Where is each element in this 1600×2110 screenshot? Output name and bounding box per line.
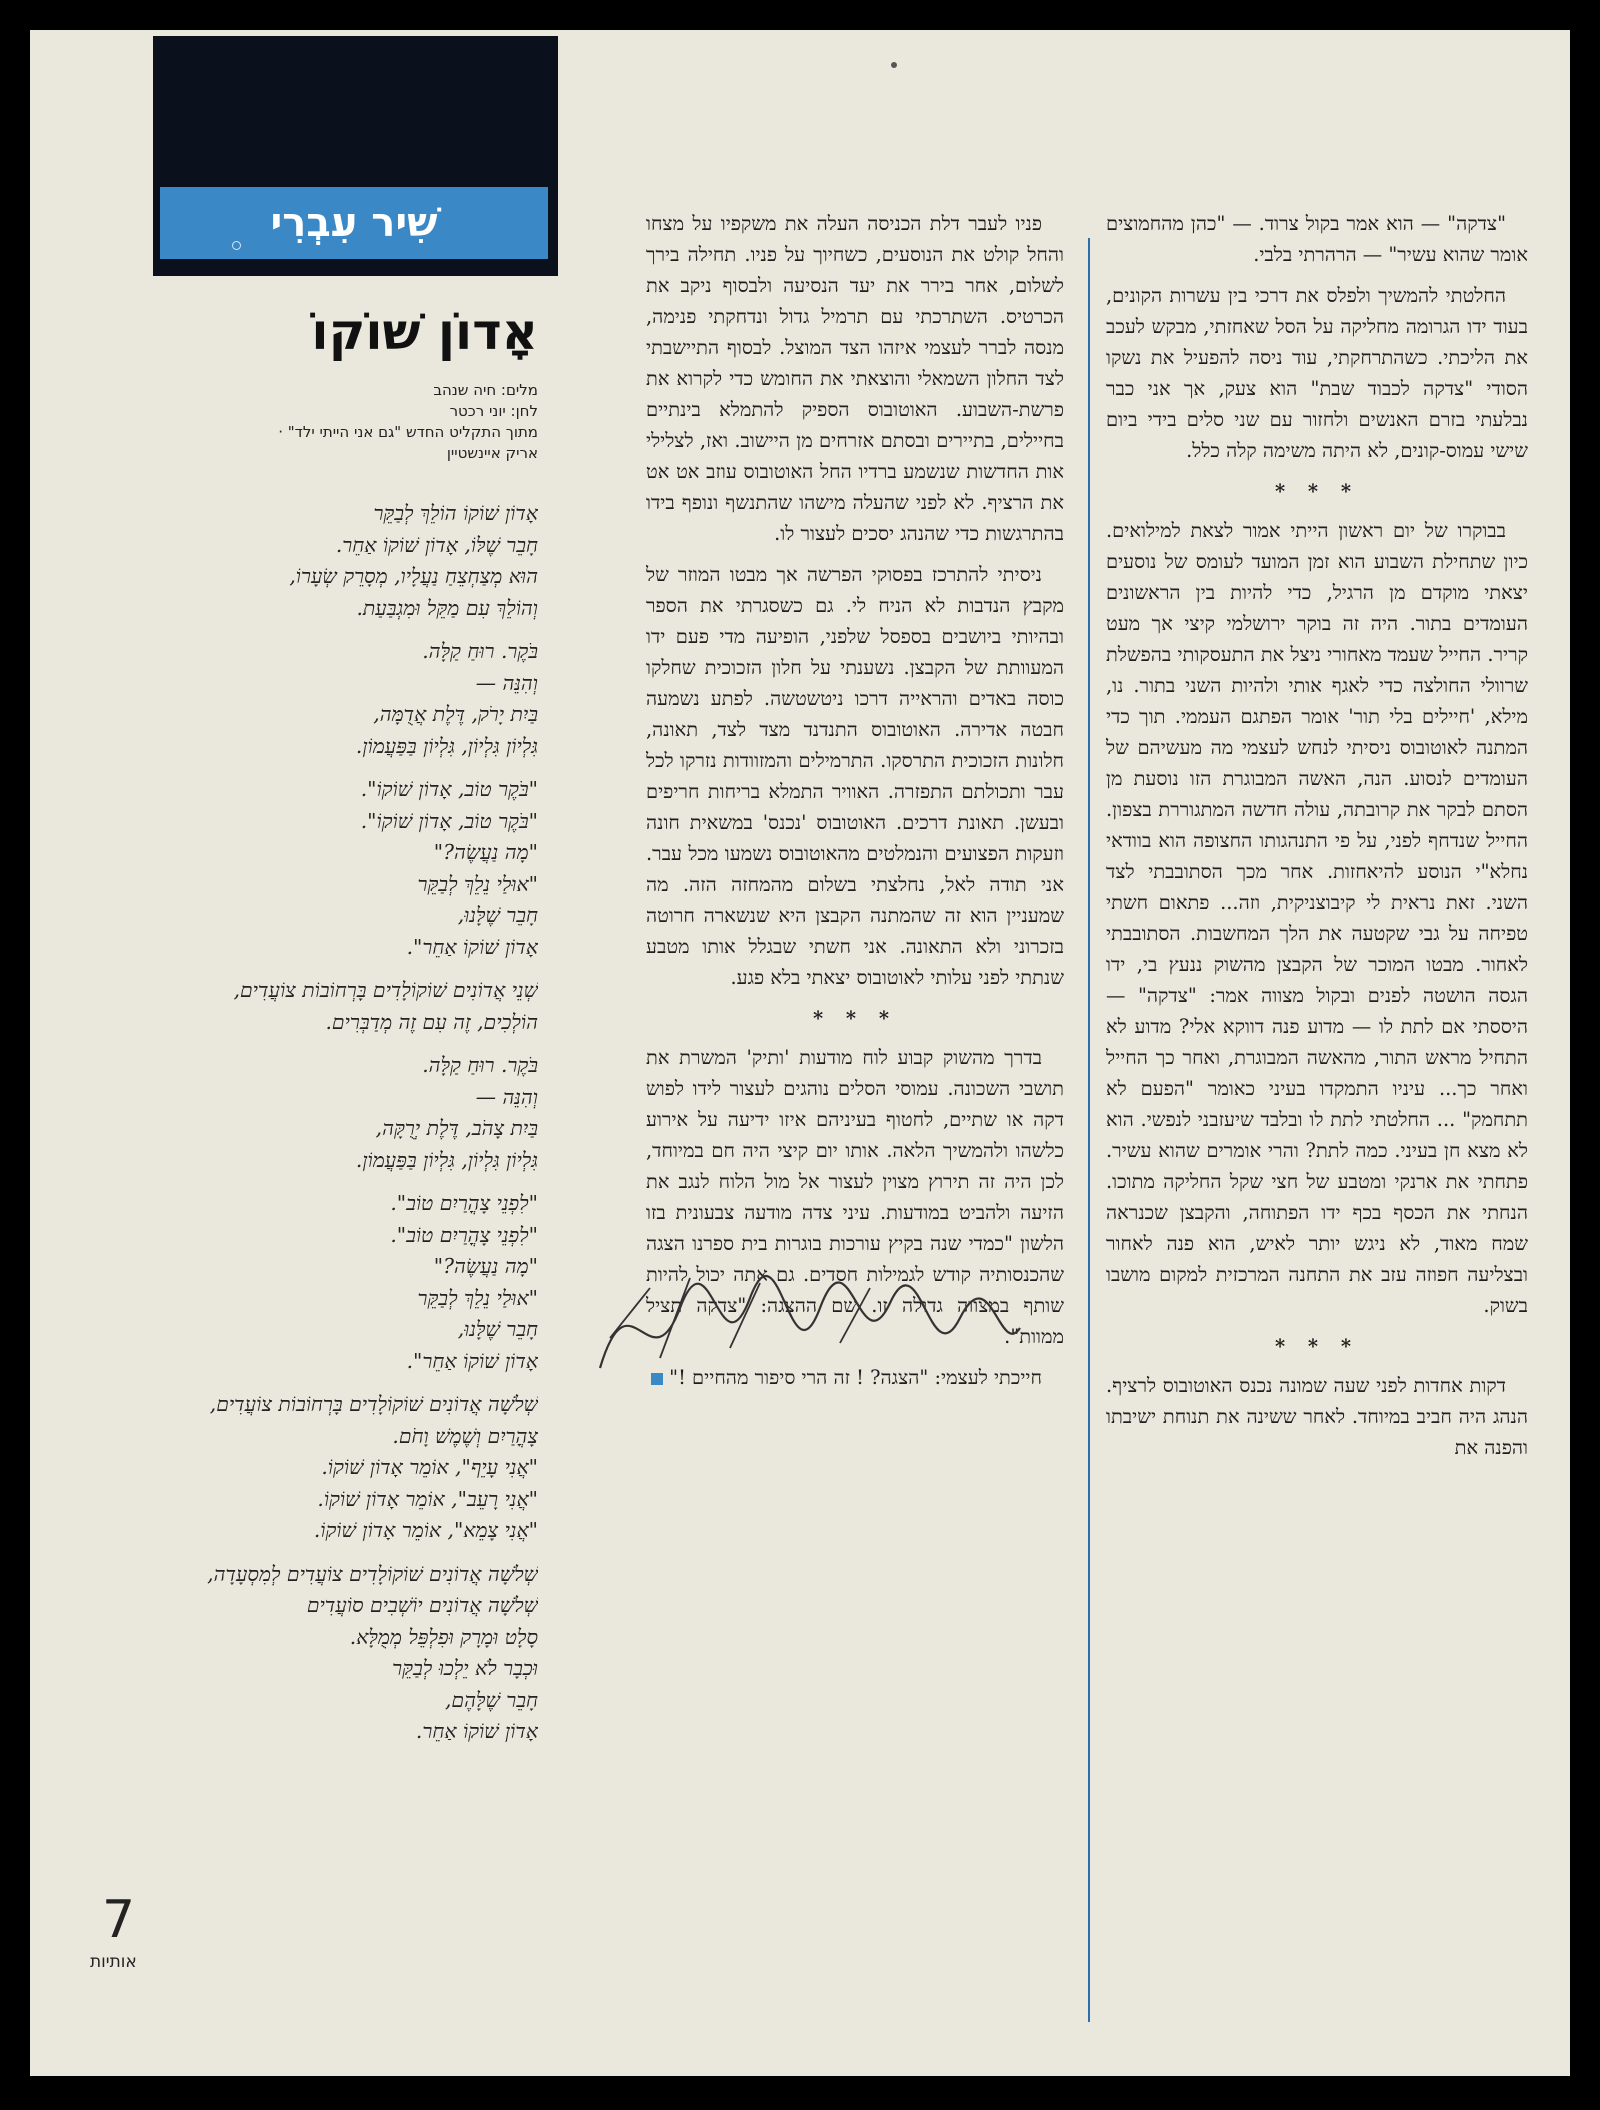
lyrics-line: גִּלְיוֹן גִּלְיוֹן, גִּלְיוֹן בַּפַּעֲמוֹן. xyxy=(355,1147,538,1172)
lyrics-line: וְהִנֵּה — xyxy=(475,1084,538,1109)
article-paragraph: "צדקה" — הוא אמר בקול צרוד. — "כהן מהחמוצים אומר שהוא עשיר" — הרהרתי בלבי. xyxy=(1106,212,1528,266)
lyrics-line: "מָה נַעֲשֶׂה?" xyxy=(433,840,538,864)
lyrics-line: "מָה נַעֲשֶׂה?" xyxy=(433,1254,538,1278)
lyrics-line: "בֹּקֶר טוֹב, אָדוֹן שׁוֹקוֹ". xyxy=(360,777,538,801)
lyrics-line: חָבֵר שֶׁלָּנוּ, xyxy=(457,1317,538,1341)
end-mark-icon xyxy=(651,1373,663,1385)
article-column-middle xyxy=(646,208,1064,2000)
lyrics-line: אָדוֹן שׁוֹקוֹ אַחֵר". xyxy=(406,1348,538,1373)
lyrics-line: הוֹלְכִים, זֶה עִם זֶה מְדַבְּרִים. xyxy=(325,1009,538,1034)
lyrics-line: אָדוֹן שׁוֹקוֹ אַחֵר. xyxy=(415,1719,538,1743)
section-header-strip xyxy=(160,187,548,259)
lyrics-line: חָבֵר שֶׁלָּהֶם, xyxy=(444,1687,538,1712)
lyrics-stanza xyxy=(38,975,538,1038)
article-paragraph: חייכתי לעצמי: "הצגה? ! זה הרי סיפור מהחיים !" xyxy=(646,1362,1064,1393)
lyrics-line: וְהִנֵּה — xyxy=(475,670,538,695)
article-paragraph: בדרך מהשוק קבוע לוח מודעות 'ותיק' המשרת את תושבי השכונה. עמוסי הסלים נוהגים לעצור לידו לפוש דקה או שתיים, לחטוף בעיניהם איזו ידיעה על אירוע כלשהו ולהמשיך הלאה. אותו יום קיצי היה חם במיוחד, לכן היה זה תירוץ מצוין לעצור אל מול הלוח לנגב את הזיעה ולהביט במודעות. עיני צדה מודעה צבעונית בזו הלשון "כמדי שנה בקיץ עורכות בוגרות בית ספרנו הצגה שהכנסותיה קודש לגמילות חסדים. גם אתה יכול להיות שותף במצווה גדולה זו. שם ההצגה: "צדקה תציל ממוות". xyxy=(646,1046,1064,1348)
lyrics-line: חָבֵר שֶׁלּוֹ, אָדוֹן שׁוֹקוֹ אַחֵר. xyxy=(335,532,538,557)
lyrics-line: שְׁלֹשָׁה אֲדוֹנִים יוֹשְׁבִים סוֹעֲדִים xyxy=(306,1593,538,1617)
article-paragraph: פניו לעבר דלת הכניסה העלה את משקפיו על מצחו והחל קולט את הנוסעים, כשחיוך על פניו. תחילה בירך לשלום, אחר בירר את יעד הנסיעה ולבסוף ניקב את הכרטיס. השתרכתי עם תרמיל גדול ונדחקתי פנימה, מנסה לברר לעצמי איזהו הצד המוצל. לבסוף התיישבתי לצד החלון השמאלי והוצאתי את החומש כדי לקרוא את פרשת-השבוע. האוטובוס הספיק להתמלא בינתיים בחיילים, בתיירים ובסתם אזרחים מן היישוב. ואז, לצלילי אות החדשות שנשמע ברדיו החל האוטובוס עוזב אט אט את הרציף. לא לפני שהעלה מישהו שהתנשף ונופף בידו בהתרגשות כדי שהנהג יסכים לעצור לו. xyxy=(646,212,1064,545)
lyrics-line: שְׁלֹשָׁה אֲדוֹנִים שׁוֹקוֹלָדִים בָּרְחוֹבוֹת צוֹעֲדִים, xyxy=(209,1392,538,1416)
article-paragraph: ניסיתי להתרכז בפסוקי הפרשה אך מבטו המוזר של מקבץ הנדבות לא הניח לי. גם כשסגרתי את הספר ובהיותי ביושבים בספסל שלפני, הופיעה מדי פעם ידו המעוותת של הקבצן. נשענתי על חלון הזכוכית שחלקו כוסה באדים והראייה דרכו ניטשטשה. לפתע נשמעה חבטה אדירה. האוטובוס התנדנד מצד לצד, תאונה, חלונות הזכוכית התרסקו. התרמילים והמזוודות נזרקו לכל עבר ותכולתם התפזרה. האוויר התמלא בריחות חריפים ובעשן. תאונת דרכים. האוטובוס 'נכנס' במשאית חונה וזעקות הפצועים והנמלטים מהאוטובוס נשמעו מכל עבר. אני תודה לאל, נחלצתי בשלום מהמחזה הזה. מה שמעניין הוא זה שהמתנה הקבצן היא שנשארה חרוטה בזכרוני ולא התאונה. אני חשתי שבגלל אותו מטבע שנתתי לפני עלותי לאוטובוס יצאתי בלא פגע. xyxy=(646,563,1064,989)
lyrics-line: שְׁלֹשָׁה אֲדוֹנִים שׁוֹקוֹלָדִים צוֹעֲדִים לְמִסְעָדָה, xyxy=(207,1561,538,1586)
section-separator: * * * xyxy=(813,1007,897,1030)
section-title: שִׁיר עִבְרִי xyxy=(270,200,438,246)
lyrics-line: בַּיִת צָהֹב, דֶּלֶת יְרֻקָּה, xyxy=(375,1116,538,1140)
lyrics-line: בַּיִת יָרֹק, דֶּלֶת אֲדֻמָּה, xyxy=(373,702,538,726)
article-column-right xyxy=(1106,208,1528,2038)
lyrics-line: "בֹּקֶר טוֹב, אָדוֹן שׁוֹקוֹ". xyxy=(360,808,538,833)
lyrics-line: וּכְבָר לֹא יֵלְכוּ לְבַקֵּר xyxy=(392,1656,538,1680)
lyrics-stanza xyxy=(38,1050,538,1176)
circle-icon xyxy=(232,241,241,250)
credit-line: אריק איינשטיין xyxy=(446,444,538,462)
lyrics-line: "אוּלַי נֵלֵךְ לְבַקֵּר xyxy=(417,1285,538,1310)
lyrics-line: שְׁנֵי אֲדוֹנִים שׁוֹקוֹלָדִים בָּרְחוֹבוֹת צוֹעֲדִים, xyxy=(233,978,538,1002)
lyrics-line: "אֲנִי עָיֵף", אוֹמֵר אָדוֹן שׁוֹקוֹ. xyxy=(321,1455,538,1479)
section-separator: * * * xyxy=(1275,1335,1359,1358)
lyrics-line: "לִפְנֵי צָהֳרַיִם טוֹב". xyxy=(390,1222,538,1247)
lyrics-line: הוּא מְצַחְצֵחַ נַעֲלָיו, מְסָרֵק שְׂעָרוֹ, xyxy=(289,564,538,588)
lyrics-line: וְהוֹלֵךְ עִם מַקֵּל וּמִגְבַּעַת. xyxy=(356,595,538,620)
credit-line: לחן: יוני רכטר xyxy=(449,402,538,420)
lyrics-line: סָלָט וּמָרָק וּפִלְפֵּל מְמֻלָּא. xyxy=(349,1624,538,1649)
credit-line: מלים: חיה שנהב xyxy=(433,381,538,399)
song-lyrics xyxy=(38,498,538,1988)
lyrics-stanza xyxy=(38,1559,538,1748)
lyrics-line: חָבֵר שֶׁלָּנוּ, xyxy=(457,903,538,927)
article-paragraph: בבוקרו של יום ראשון הייתי אמור לצאת למילואים. כיון שתחילת השבוע הוא זמן המועד לעומס של נוסעים יצאתי מוקדם מן הרגיל, כדי להיות בין הראשונים העומדים בתור. היה זה בוקר ירושלמי קיצי אך מעט קריר. החייל שעמד מאחורי ניצל את התעסקותי בהפשלת שרוולי החולצה כדי לאגף אותי ולהיות השני בתור. נו, מילא, 'חיילים בלי תור' אומר הפתגם העממי. תוך כדי המתנה לאוטובוס ניסיתי לנחש לעצמי מה מעשיהם של העומדים לנסוע. הנה, האשה המבוגרת הזו נוסעת מן הסתם לבקר את קרובתה, עולה חדשה המתגוררת בצפון. החייל שנדחף לפני, על פי התנהגותו החצופה הוא בוודאי נחלא"י הנוסע להיאחזות. אחר מכך הסתובבתי לצד השני. זאת נראית לי קיבוצניקית, וזה... פתאום חשתי טפיחה על גבי שקטעה את הלך המחשבות. הסתובבתי לאחור. מבטו המוכר של הקבצן מהשוק ננעץ בי, ידו הגסה הושטה לפנים ובקול מצווה אמר: "צדקה" — היססתי אם לתת לו — מדוע פנה דווקא אלי? מדוע לא התחיל מראש התור, מהאשה המבוגרת, ואחר כך החייל ואחר כך... עיניו התמקדו בעיני כאומר "הפעם לא תתחמק" ... החלטתי לתת לו ובלבד שיעזבני לנפשי. הוא לא מצא חן בעיני. כמה לתת? והרי אומרים שהוא עשיר. פתחתי את ארנקי ומטבע של חצי שקל החליקה מתוכו. הנחתי את הכסף בכף ידו הפתוחה, והקבצן שכנראה שמח מאוד, לא ניגש יותר לאיש, הוא פנה לאחור ובצליעה חפוזה עזב את התחנה המרכזית למקום מושבו בשוק. xyxy=(1106,519,1528,1317)
lyrics-line: צָהֳרַיִם וְשֶׁמֶשׁ וָחֹם. xyxy=(392,1423,538,1448)
section-separator: * * * xyxy=(1275,480,1359,503)
lyrics-stanza xyxy=(38,774,538,963)
lyrics-line: בֹּקֶר. רוּחַ קַלָּה. xyxy=(422,639,538,663)
lyrics-line: בֹּקֶר. רוּחַ קַלָּה. xyxy=(422,1053,538,1077)
song-credits xyxy=(38,380,538,464)
page-number: 7 xyxy=(102,1890,136,1950)
lyrics-line: "אוּלַי נֵלֵךְ לְבַקֵּר xyxy=(417,871,538,896)
magazine-page xyxy=(30,30,1570,2076)
credit-line: מתוך התקליט החדש "גם אני הייתי ילד" · xyxy=(278,423,538,441)
lyrics-stanza xyxy=(38,1389,538,1547)
article-paragraph: דקות אחדות לפני שעה שמונה נכנס האוטובוס לרציף. הנהג היה חביב במיוחד. לאחר ששינה את תנוחת ישיבתו והפנה את xyxy=(1106,1374,1528,1459)
lyrics-stanza xyxy=(38,1188,538,1377)
lyrics-stanza xyxy=(38,498,538,624)
lyrics-line: "לִפְנֵי צָהֳרַיִם טוֹב". xyxy=(390,1191,538,1215)
article-paragraph: החלטתי להמשיך ולפלס את דרכי בין עשרות הקונים, בעוד ידו הגרומה מחליקה על הסל שאחזתי, מבקש לעכב את הליכתי. כשהתרחקתי, עוד ניסה להפעיל את נשקו הסודי "צדקה לכבוד שבת" הוא צעק, אך אני כבר נבלעתי בזרם האנשים ולחזור עם שני סלים בידי ביום שישי עמוס-קונים, לא היתה משימה קלה כלל. xyxy=(1106,284,1528,462)
lyrics-line: "אֲנִי צָמֵא", אוֹמֵר אָדוֹן שׁוֹקוֹ. xyxy=(313,1518,538,1542)
lyrics-stanza xyxy=(38,636,538,762)
section-label: אותיות xyxy=(90,1952,137,1972)
lyrics-line: גִּלְיוֹן גִּלְיוֹן, גִּלְיוֹן בַּפַּעֲמוֹן. xyxy=(355,733,538,758)
lyrics-line: "אֲנִי רָעֵב", אוֹמֵר אָדוֹן שׁוֹקוֹ. xyxy=(317,1486,538,1511)
lyrics-line: אָדוֹן שׁוֹקוֹ הוֹלֵךְ לְבַקֵּר xyxy=(373,501,538,525)
print-mark xyxy=(891,62,897,68)
song-title: אָדוֹן שׁוֹקוֹ xyxy=(311,303,538,361)
lyrics-line: אָדוֹן שׁוֹקוֹ אַחֵר". xyxy=(406,934,538,959)
column-divider xyxy=(1088,238,1090,2022)
